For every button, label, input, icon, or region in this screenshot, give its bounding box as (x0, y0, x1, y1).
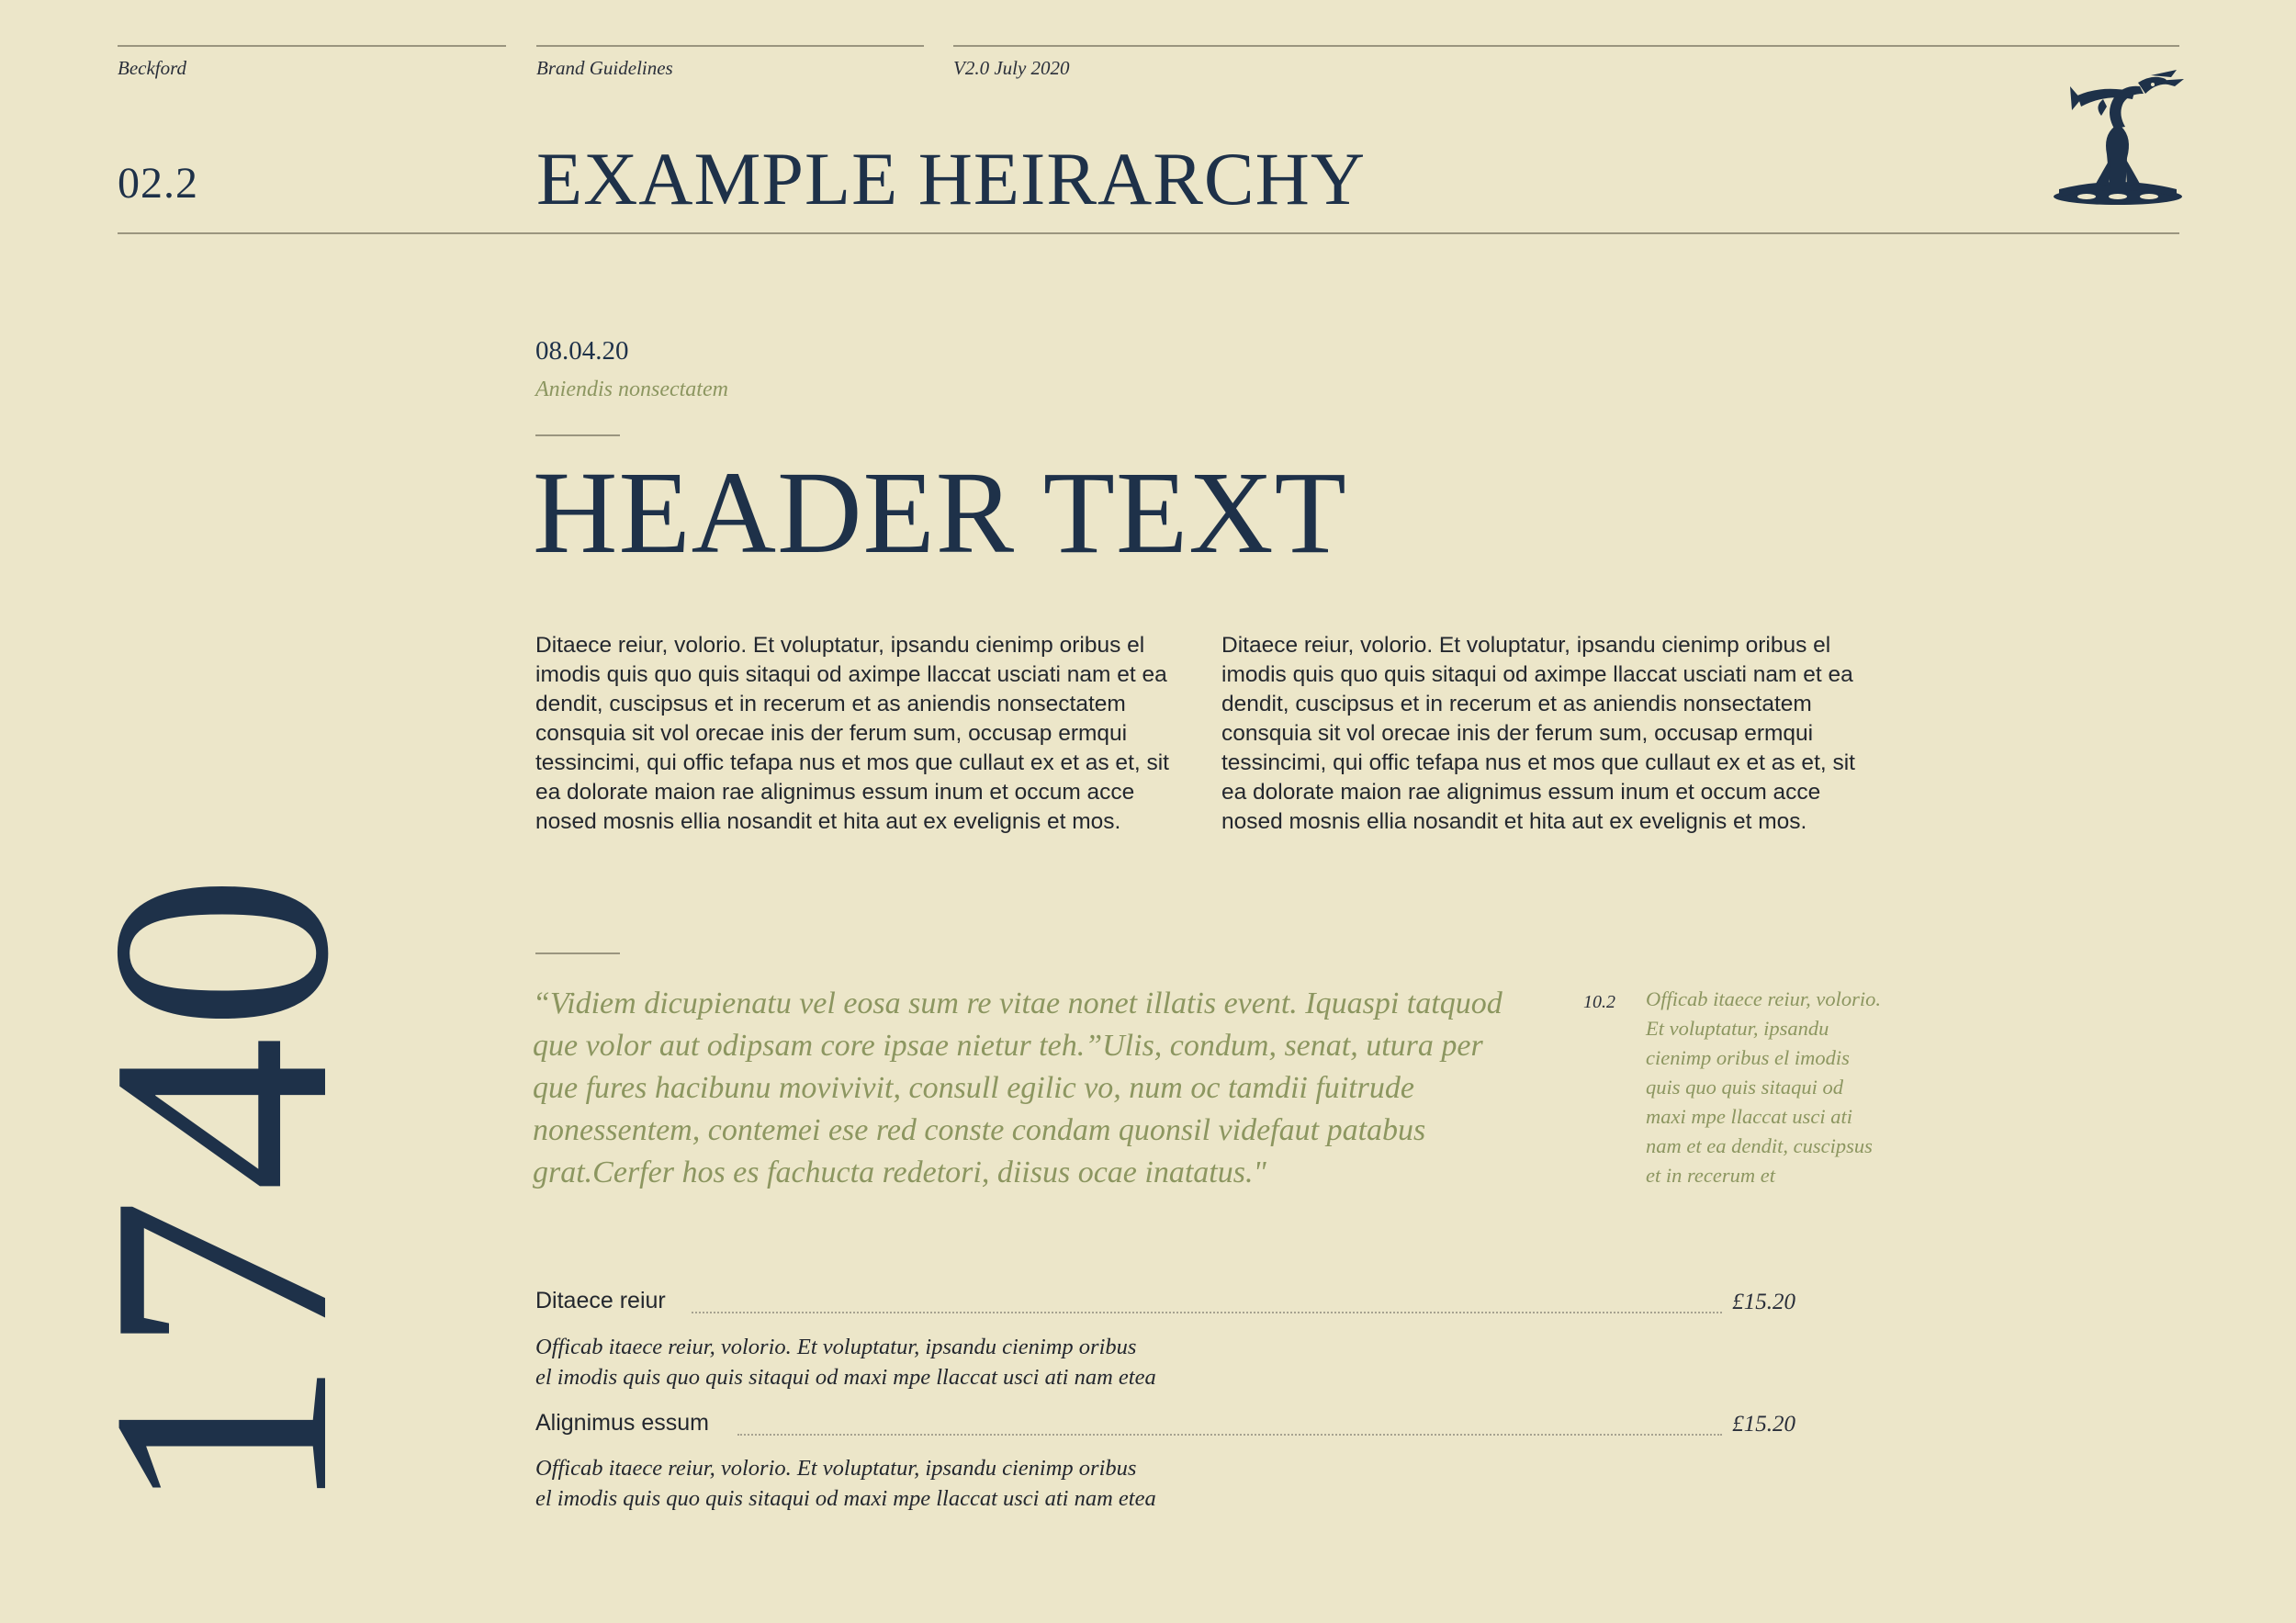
pull-quote: “Vidiem dicupienatu vel eosa sum re vitae nonet illatis event. Iquaspi tatquod que volor aut odipsam core ipsae nietur teh.”Ulis, condum, senat, utura per que fures hacibunu movivivit, consull egilic vo, num oc tamdii fuitrude nonessentem, contemei ese red conste condam quonsil videfaut patabus grat.Cerfer hos es fachucta redetori, diisus ocae inatatus." (533, 986, 1503, 1189)
menu-item (535, 1410, 1795, 1443)
dotted-leader (737, 1434, 1722, 1436)
menu-item-description (535, 1453, 1362, 1514)
short-rule-quote (535, 952, 620, 954)
menu-item-price: £15.20 (1723, 1412, 1795, 1437)
date-label: 08.04.20 (535, 336, 629, 366)
menu-item-description (535, 1332, 1362, 1392)
body-column-left: Ditaece reiur, volorio. Et voluptatur, ipsandu cienimp oribus el imodis quis quo quis sitaqui od aximpe llaccat usciati nam et ea dendit, cuscipsus et in recerum et as aniendis nonsectatem consquia sit vol orecae inis der ferum sum, occusap ermqui tessincimi, qui offic tefapa nus et mos que cullaut ex et as et, sit ea dolorate maion rae alignimus essum inum et occum acce nosed mosnis ellia nosandit et hita aut ex evelignis et mos. (535, 633, 1169, 834)
menu-item-name: Ditaece reiur (535, 1288, 677, 1314)
menu-item-description-line: Officab itaece reiur, volorio. Et voluptatur, ipsandu cienimp oribus (535, 1456, 1137, 1481)
header-rule-3 (953, 45, 2179, 47)
version-label: V2.0 July 2020 (953, 57, 1070, 79)
body-column-right: Ditaece reiur, volorio. Et voluptatur, ipsandu cienimp oribus el imodis quis quo quis sitaqui od aximpe llaccat usciati nam et ea dendit, cuscipsus et in recerum et as aniendis nonsectatem consquia sit vol orecae inis der ferum sum, occusap ermqui tessincimi, qui offic tefapa nus et mos que cullaut ex et as et, sit ea dolorate maion rae alignimus essum inum et occum acce nosed mosnis ellia nosandit et hita aut ex evelignis et mos. (1221, 633, 1855, 834)
header-text: HEADER TEXT (533, 447, 1347, 578)
heron-crest-icon (2050, 66, 2186, 209)
short-rule-top (535, 434, 620, 436)
menu-item (535, 1288, 1795, 1321)
header-rule-1 (118, 45, 506, 47)
title-rule (118, 232, 2179, 234)
menu-item-description-line: Officab itaece reiur, volorio. Et voluptatur, ipsandu cienimp oribus (535, 1335, 1137, 1359)
menu-item-description-line: el imodis quis quo quis sitaqui od maxi mpe llaccat usci ati nam etea (535, 1486, 1156, 1511)
menu-item-name: Alignimus essum (535, 1410, 720, 1437)
section-number: 02.2 (118, 159, 198, 208)
date-caption: Aniendis nonsectatem (535, 378, 728, 401)
menu-item-description-line: el imodis quis quo quis sitaqui od maxi mpe llaccat usci ati nam etea (535, 1365, 1156, 1390)
document-name: Brand Guidelines (536, 57, 673, 79)
page-title: EXAMPLE HEIRARCHY (536, 137, 1367, 220)
vertical-year: 1740 (47, 869, 393, 1516)
side-note: Officab itaece reiur, volorio. Et voluptatur, ipsandu cienimp oribus el imodis quis quo quis sitaqui od maxi mpe llaccat usci ati nam et ea dendit, cuscipsus et in recerum et (1646, 987, 1881, 1187)
header-rule-2 (536, 45, 924, 47)
dotted-leader (692, 1312, 1722, 1313)
brand-name: Beckford (118, 57, 187, 79)
side-note-number: 10.2 (1583, 992, 1615, 1012)
menu-item-price: £15.20 (1723, 1290, 1795, 1315)
